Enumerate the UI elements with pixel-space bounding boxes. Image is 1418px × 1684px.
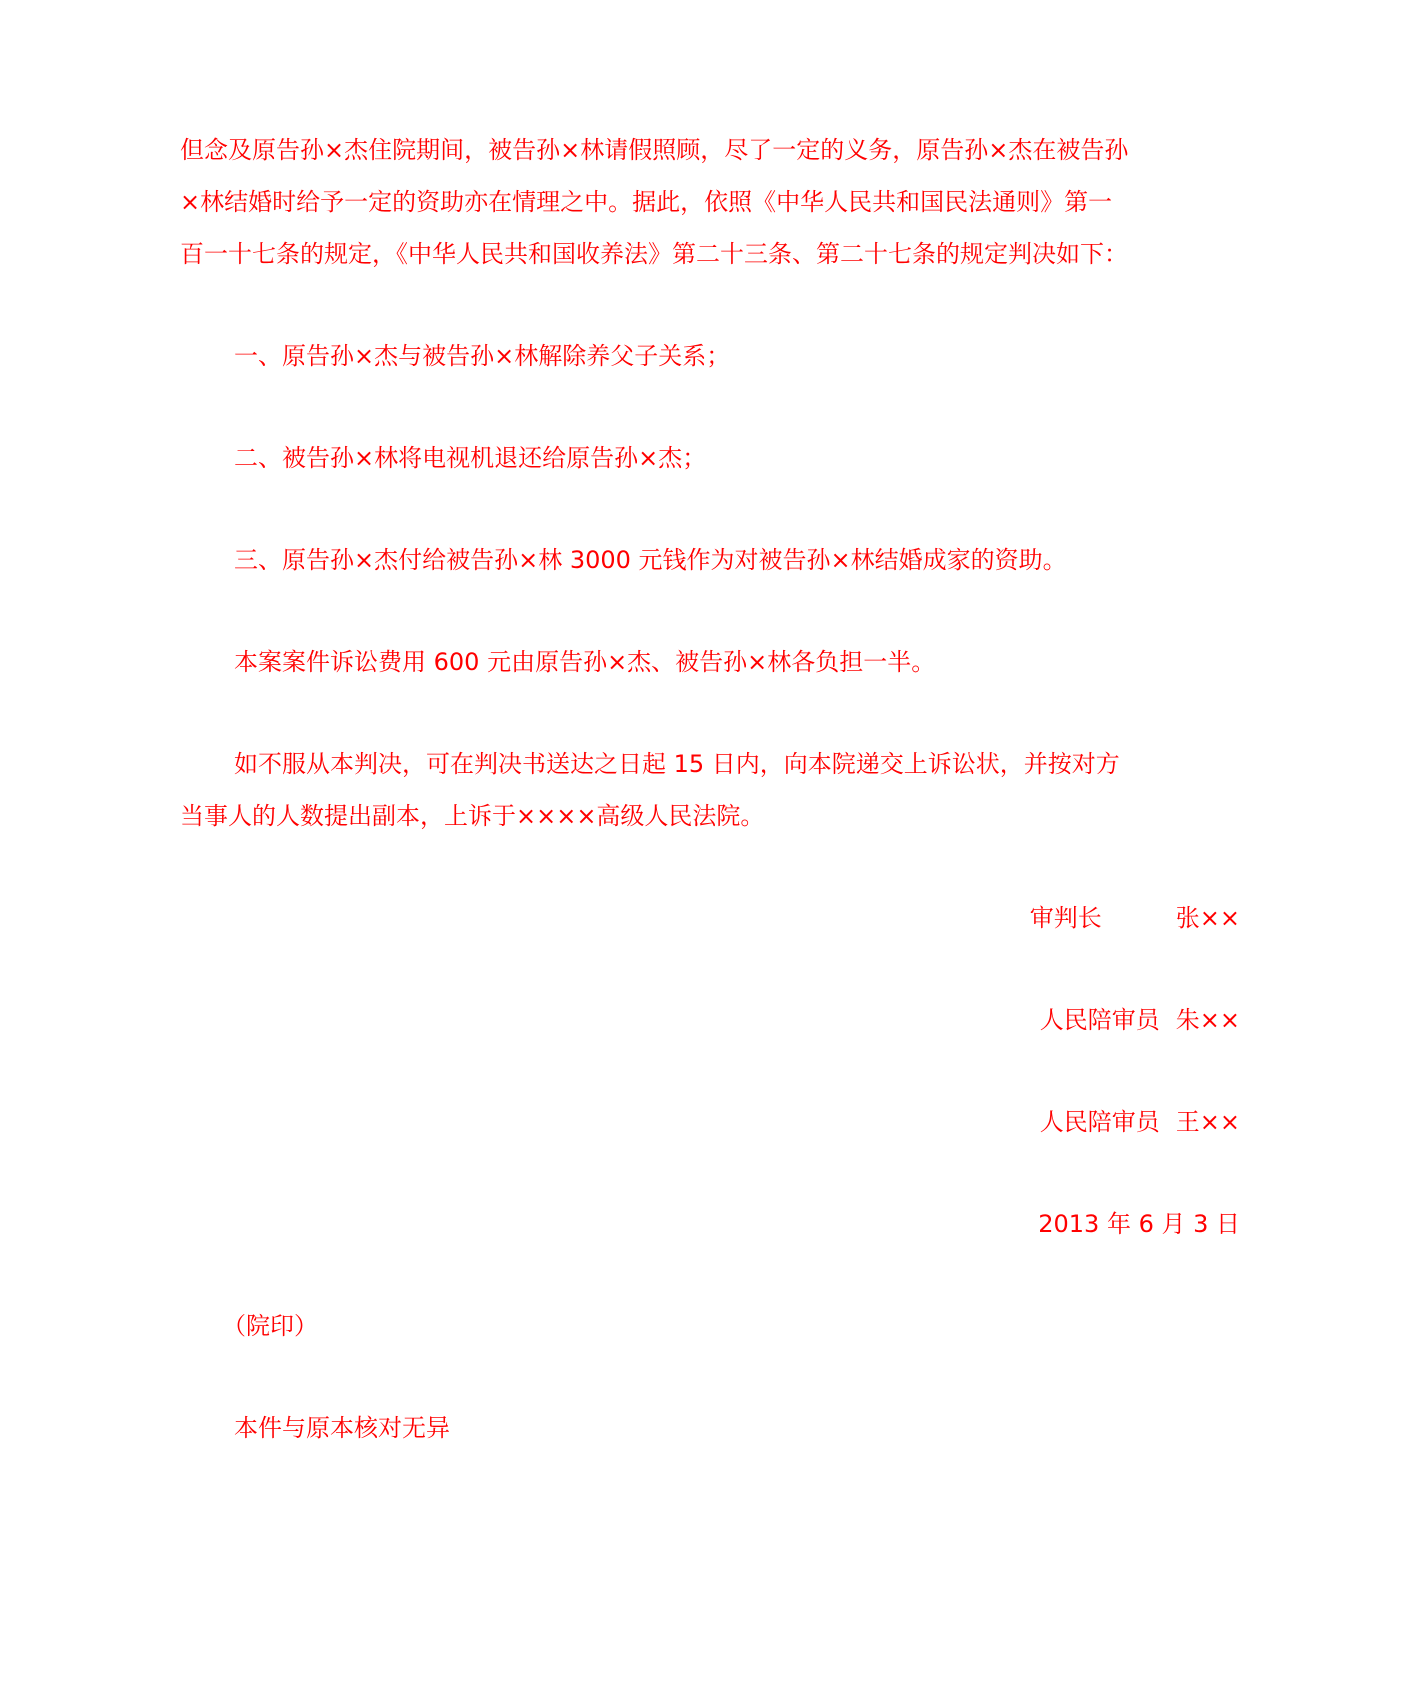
- signature-juror-1: [1040, 1003, 1240, 1037]
- appeal-line-1: 如不服从本判决，可在判决书送达之日起 15 日内，向本院递交上诉讼状，并按对方: [234, 750, 1120, 778]
- certification-note: 本件与原本核对无异: [234, 1414, 450, 1442]
- signature-role: 审判长: [1029, 904, 1102, 932]
- paragraph-line-2: ×林结婚时给予一定的资助亦在情理之中。据此，依照《中华人民共和国民法通则》第一: [180, 188, 1113, 216]
- litigation-fee: 本案案件诉讼费用 600 元由原告孙×杰、被告孙×林各负担一半。: [234, 648, 936, 676]
- signature-role: 人民陪审员: [1039, 1108, 1160, 1136]
- appeal-line-2: 当事人的人数提出副本，上诉于××××高级人民法院。: [180, 802, 765, 830]
- signature-name: 朱××: [1175, 1006, 1240, 1034]
- court-seal: （院印）: [222, 1312, 318, 1340]
- paragraph-line-1: 但念及原告孙×杰住院期间，被告孙×林请假照顾，尽了一定的义务，原告孙×杰在被告孙: [180, 136, 1129, 164]
- signature-name: 王××: [1175, 1108, 1240, 1136]
- signature-role: 人民陪审员: [1039, 1006, 1160, 1034]
- judgment-item-3: 三、原告孙×杰付给被告孙×林 3000 元钱作为对被告孙×林结婚成家的资助。: [234, 546, 1067, 574]
- signature-juror-2: [1040, 1105, 1240, 1139]
- signature-presiding-judge: [1030, 901, 1240, 935]
- judgment-item-1: 一、原告孙×杰与被告孙×林解除养父子关系；: [234, 342, 731, 370]
- paragraph-line-3: 百一十七条的规定，《中华人民共和国收养法》第二十三条、第二十七条的规定判决如下：: [180, 240, 1128, 268]
- date-text: 2013 年 6 月 3 日: [1038, 1210, 1240, 1238]
- signature-name: 张××: [1175, 904, 1240, 932]
- judgment-date: [1038, 1207, 1240, 1241]
- judgment-item-2: 二、被告孙×林将电视机退还给原告孙×杰；: [234, 444, 707, 472]
